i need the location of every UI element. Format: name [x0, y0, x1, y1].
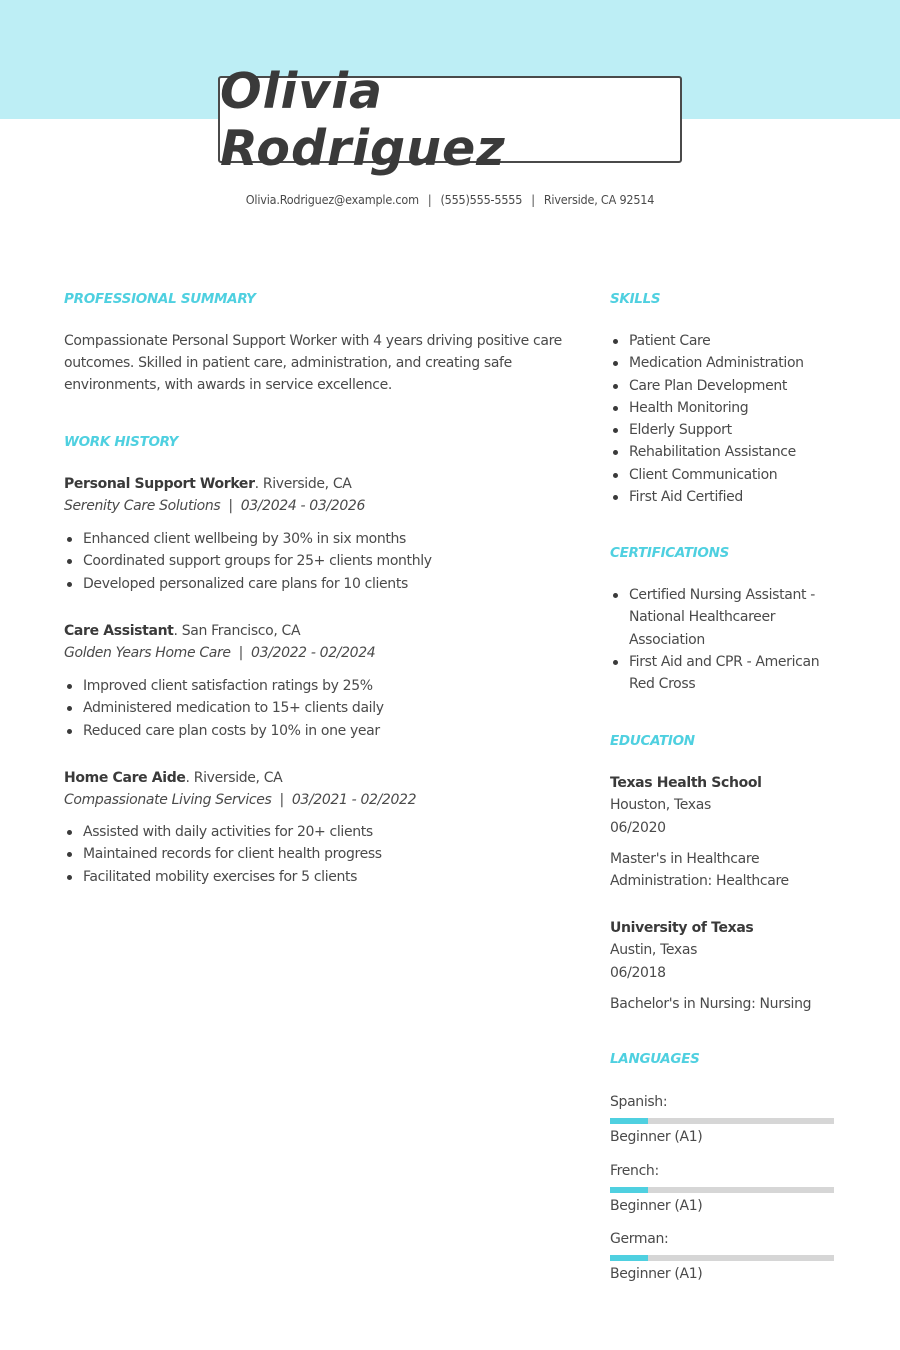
job-role: Care Assistant	[64, 623, 174, 639]
job-company: Compassionate Living Services	[64, 792, 272, 808]
education-school: University of Texas	[610, 920, 754, 936]
skills-list	[610, 330, 870, 508]
list-item: Administered medication to 15+ clients daily	[64, 697, 384, 719]
job-separator: |	[238, 645, 244, 661]
language-proficiency-bar	[610, 1187, 834, 1193]
contact-separator: |	[427, 192, 432, 207]
skill-item: Health Monitoring	[610, 397, 870, 419]
language-name: Spanish:	[610, 1094, 668, 1110]
language-proficiency-fill	[610, 1118, 648, 1124]
education-title: EDUCATION	[610, 733, 695, 749]
education-entry	[610, 917, 870, 1015]
job-location: . Riverside, CA	[254, 476, 352, 492]
language-name: German:	[610, 1231, 669, 1247]
list-item: Coordinated support groups for 25+ clients monthly	[64, 550, 432, 572]
contact-line	[0, 192, 900, 207]
education-entry	[610, 772, 870, 892]
skill-item: Client Communication	[610, 464, 870, 486]
contact-email[interactable]: Olivia.Rodriguez@example.com	[245, 192, 419, 207]
candidate-name: Olivia Rodriguez	[220, 62, 506, 177]
education-location: Houston, Texas	[610, 797, 711, 814]
language-proficiency-fill	[610, 1187, 648, 1193]
skill-item: Rehabilitation Assistance	[610, 441, 870, 463]
certification-item: First Aid and CPR - American Red Cross	[610, 651, 830, 696]
job-dates: 03/2024 - 03/2026	[240, 498, 366, 514]
job-location: . San Francisco, CA	[173, 623, 301, 639]
job-role: Home Care Aide	[64, 770, 186, 786]
languages-title: LANGUAGES	[610, 1051, 700, 1067]
list-item: Developed personalized care plans for 10 clients	[64, 573, 432, 595]
skill-item: Medication Administration	[610, 352, 870, 374]
list-item: Enhanced client wellbeing by 30% in six months	[64, 528, 432, 550]
language-level: Beginner (A1)	[610, 1129, 703, 1145]
skill-item: First Aid Certified	[610, 486, 870, 508]
job-company: Golden Years Home Care	[64, 645, 231, 661]
list-item: Facilitated mobility exercises for 5 clients	[64, 866, 382, 888]
certifications-title: CERTIFICATIONS	[610, 545, 729, 561]
list-item: Reduced care plan costs by 10% in one year	[64, 720, 384, 742]
contact-phone[interactable]: (555)555-5555	[440, 192, 523, 207]
job-role: Personal Support Worker	[64, 476, 255, 492]
education-date: 06/2018	[610, 964, 666, 981]
job-company: Serenity Care Solutions	[64, 498, 221, 514]
certifications-list	[610, 584, 830, 695]
education-degree: Master's in Healthcare Administration: Healthcare	[610, 850, 789, 890]
skill-item: Care Plan Development	[610, 375, 870, 397]
job-dates: 03/2021 - 02/2022	[291, 792, 417, 808]
contact-separator: |	[531, 192, 535, 207]
skill-item: Patient Care	[610, 330, 870, 352]
job-bullets	[64, 675, 384, 742]
language-proficiency-bar	[610, 1118, 834, 1124]
language-proficiency-bar	[610, 1255, 834, 1261]
job-subheader	[64, 495, 365, 517]
summary-text: Compassionate Personal Support Worker with 4 years driving positive care outcomes. Skilled in patient care, administration, and creating safe environments, with awards in service excellence.	[64, 333, 562, 393]
language-level: Beginner (A1)	[610, 1198, 703, 1214]
summary-title: PROFESSIONAL SUMMARY	[64, 291, 256, 307]
job-location: . Riverside, CA	[185, 770, 283, 786]
job-separator: |	[279, 792, 284, 808]
education-date: 06/2020	[610, 819, 666, 836]
education-location: Austin, Texas	[610, 942, 698, 959]
language-proficiency-fill	[610, 1255, 648, 1261]
job-bullets	[64, 821, 382, 888]
job-subheader	[64, 789, 416, 811]
language-entry	[610, 1091, 834, 1148]
skill-item: Elderly Support	[610, 419, 870, 441]
job-separator: |	[228, 498, 233, 514]
skills-title: SKILLS	[610, 291, 661, 307]
job-header	[64, 620, 300, 642]
language-entry	[610, 1228, 834, 1285]
job-subheader	[64, 642, 375, 664]
certification-item: Certified Nursing Assistant - National Healthcareer Association	[610, 584, 830, 651]
list-item: Improved client satisfaction ratings by 25%	[64, 675, 384, 697]
job-dates: 03/2022 - 02/2024	[251, 645, 376, 661]
name-box	[218, 62, 682, 177]
language-name: French:	[610, 1163, 659, 1179]
education-school: Texas Health School	[610, 775, 762, 791]
language-level: Beginner (A1)	[610, 1266, 703, 1282]
list-item: Assisted with daily activities for 20+ clients	[64, 821, 382, 843]
language-entry	[610, 1160, 834, 1217]
list-item: Maintained records for client health progress	[64, 843, 382, 865]
contact-location: Riverside, CA 92514	[543, 192, 655, 207]
education-degree: Bachelor's in Nursing: Nursing	[610, 995, 812, 1012]
job-header	[64, 473, 352, 495]
job-header	[64, 767, 282, 789]
work-history-title: WORK HISTORY	[64, 434, 178, 450]
job-bullets	[64, 528, 432, 595]
